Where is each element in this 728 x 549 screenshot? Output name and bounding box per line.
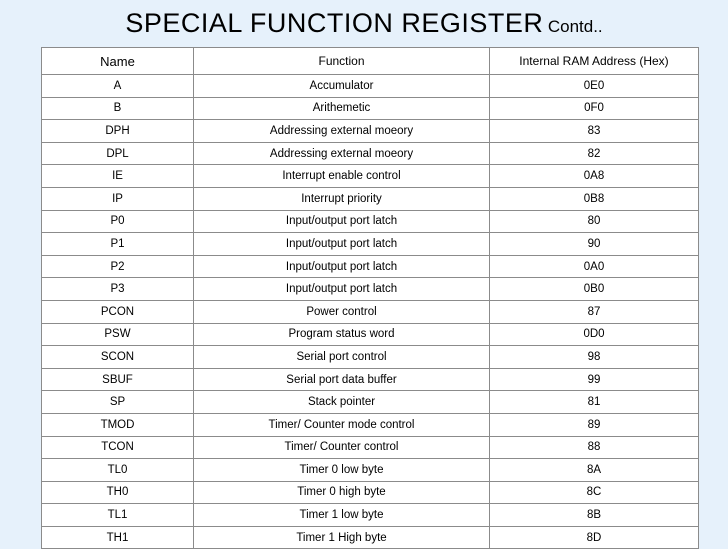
header-function: Function [194,48,490,75]
cell-function: Input/output port latch [194,278,490,301]
page-title-main: SPECIAL FUNCTION REGISTER [125,8,544,38]
header-address: Internal RAM Address (Hex) [490,48,699,75]
cell-function: Serial port data buffer [194,368,490,391]
table-row [42,255,699,278]
cell-name: DPH [42,120,194,143]
cell-name: P0 [42,210,194,233]
header-row [42,48,699,75]
cell-function: Power control [194,300,490,323]
cell-name: PSW [42,323,194,346]
cell-name: P3 [42,278,194,301]
cell-address: 87 [490,300,699,323]
cell-address: 82 [490,142,699,165]
cell-address: 8D [490,526,699,549]
cell-address: 8C [490,481,699,504]
cell-name: IE [42,165,194,188]
cell-function: Timer 1 High byte [194,526,490,549]
cell-address: 0A8 [490,165,699,188]
cell-address: 90 [490,233,699,256]
table-row [42,233,699,256]
cell-name: SP [42,391,194,414]
cell-address: 88 [490,436,699,459]
sfr-table [41,47,699,549]
table-row [42,300,699,323]
table-row [42,165,699,188]
cell-name: SBUF [42,368,194,391]
cell-address: 0E0 [490,75,699,98]
cell-function: Addressing external moeory [194,120,490,143]
cell-function: Timer 1 low byte [194,504,490,527]
cell-address: 8B [490,504,699,527]
cell-function: Stack pointer [194,391,490,414]
table-row [42,413,699,436]
cell-address: 0B0 [490,278,699,301]
page-title [0,8,728,39]
cell-function: Timer 0 low byte [194,459,490,482]
table-row [42,142,699,165]
cell-name: TL1 [42,504,194,527]
cell-name: SCON [42,346,194,369]
table-row [42,504,699,527]
cell-name: PCON [42,300,194,323]
table-row [42,278,699,301]
cell-address: 98 [490,346,699,369]
table-row [42,346,699,369]
cell-function: Serial port control [194,346,490,369]
table-body [42,75,699,549]
cell-address: 83 [490,120,699,143]
table-row [42,459,699,482]
cell-function: Timer/ Counter control [194,436,490,459]
cell-function: Interrupt priority [194,187,490,210]
cell-address: 0D0 [490,323,699,346]
table-row [42,120,699,143]
cell-name: TH0 [42,481,194,504]
cell-function: Program status word [194,323,490,346]
cell-function: Accumulator [194,75,490,98]
table-row [42,391,699,414]
cell-name: DPL [42,142,194,165]
cell-address: 80 [490,210,699,233]
cell-name: IP [42,187,194,210]
table-row [42,97,699,120]
cell-address: 0A0 [490,255,699,278]
table-row [42,436,699,459]
table-row [42,323,699,346]
cell-name: TL0 [42,459,194,482]
cell-address: 89 [490,413,699,436]
header-name: Name [42,48,194,75]
cell-name: B [42,97,194,120]
table-header [42,48,699,75]
cell-address: 99 [490,368,699,391]
cell-function: Addressing external moeory [194,142,490,165]
table-row [42,481,699,504]
cell-function: Timer/ Counter mode control [194,413,490,436]
cell-function: Input/output port latch [194,233,490,256]
table-row [42,187,699,210]
cell-name: TCON [42,436,194,459]
table-row [42,210,699,233]
cell-address: 8A [490,459,699,482]
cell-address: 0B8 [490,187,699,210]
cell-name: P1 [42,233,194,256]
cell-function: Input/output port latch [194,255,490,278]
table-row [42,368,699,391]
cell-function: Timer 0 high byte [194,481,490,504]
cell-function: Input/output port latch [194,210,490,233]
cell-name: A [42,75,194,98]
cell-function: Interrupt enable control [194,165,490,188]
cell-name: TMOD [42,413,194,436]
cell-address: 0F0 [490,97,699,120]
cell-address: 81 [490,391,699,414]
cell-name: TH1 [42,526,194,549]
page-title-suffix: Contd.. [547,17,603,36]
table-row [42,75,699,98]
cell-name: P2 [42,255,194,278]
cell-function: Arithemetic [194,97,490,120]
